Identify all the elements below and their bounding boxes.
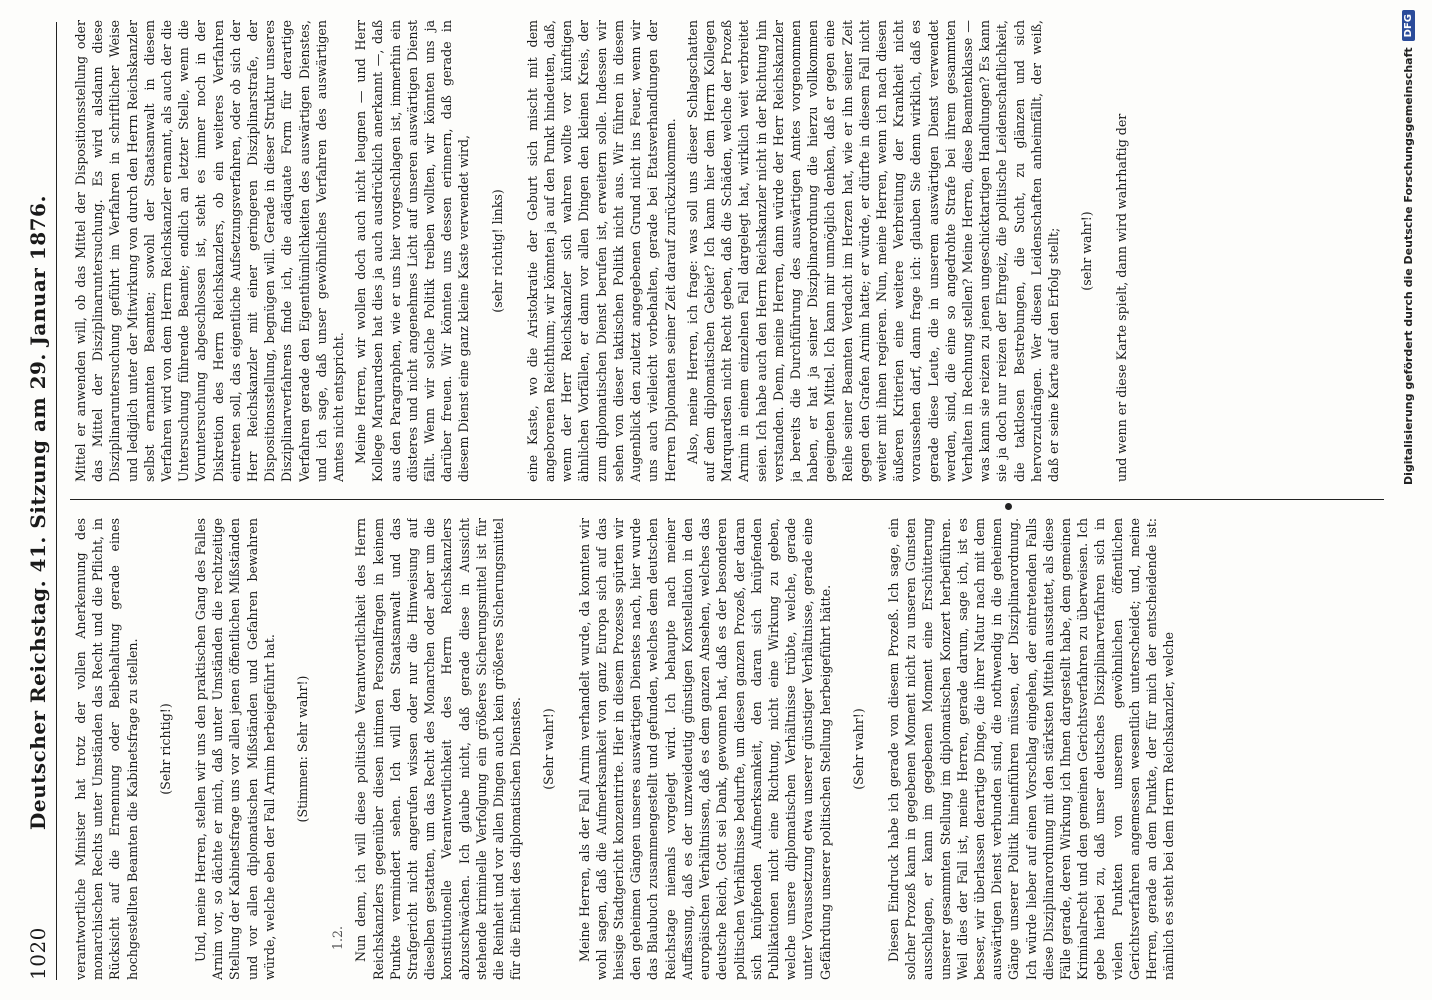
page-number: 1020 — [26, 927, 50, 980]
paragraph: und wenn er diese Karte spielt, dann wird wahrhaftig der — [1114, 113, 1130, 482]
credit-text: Digitalisierung gefördert durch die Deutsche Forschungsgemeinschaft — [1402, 47, 1415, 486]
paragraph: Diesen Eindruck habe ich gerade von diesem Prozeß. Ich sage, ein solcher Prozeß kann in gegebenen Moment nicht zu unseren Gunsten ausschlagen, er kann im gegebenen Moment eine Erschütterung unserer gesammten Stellung im diplomatischen Konzert herbeiführen. Weil dies der Fall ist, meine Herren, gerade darum, sage ich, ist es besser, wir überlassen derartige Dinge, die ihrer Natur nach mit dem auswärtigen Dienst verbunden sind, die nothwendig in die geheimen Gänge unserer Politik hineinführen müssen, der Disziplinarordnung. Ich würde lieber auf einen Vorschlag eingehen, der eintretenden Falls diese Disziplinarordnung mit den stärksten Mitteln ausstattet, als diese Fälle gerade, deren Wirkung ich Ihnen dargestellt habe, dem gemeinen Kriminalrecht und den gemeinen Gerichtsverfahren zu überweisen. Ich gebe hierbei zu, daß unser deutsches Disziplinarverfahren sich in vielen Punkten von unserem gewöhnlichen öffentlichen Gerichtsverfahren angemessen wesentlich unterscheidet; und, meine Herren, gerade an dem Punkte, der für mich der entscheidende ist: nämlich es steht bei dem Herrn Reichskanzler, welche — [885, 518, 1177, 980]
paragraph: verantwortliche Minister hat trotz der vollen Anerkennung des monarchischen Rechts unter Umständen das Recht und die Pflicht, in Rücksicht auf die Ernennung oder Beibehaltung gerade eines hochgestellten Beamten die Kabinetsfrage zu stellen. — [73, 518, 140, 980]
header-rule — [56, 22, 57, 980]
paragraph: Meine Herren, als der Fall Arnim verhandelt wurde, da konnten wir wohl sagen, daß die Aufmerksamkeit von ganz Europa sich auf das hiesige Stadtgericht konzentrirte. Hier in diesem Prozesse spürten wir den geheimen Gängen unseres auswärtigen Dienstes nach, hier wurde das Blaubuch zusammengestellt und gefunden, welches dem deutschen Reichstage niemals vorgelegt wird. Ich behaupte nach meiner Auffassung, daß es der unzweideutig günstigen Konstellation in den europäischen Verhältnissen, daß es dem ganzen Ansehen, welches das deutsche Reich, Gott sei Dank, gewonnen hat, daß es der besonderen politischen Verhältnisse bedurfte, um diesen ganzen Prozeß, der daran sich knüpfenden Aufmerksamkeit, den daran sich knüpfenden Publikationen nicht eine Richtung, nicht eine Wirkung zu geben, welche unsere diplomatischen Verhältnisse trübte, welche, gerade unter Voraussetzung etwa unserer günstiger Verhältnisse, gerade eine Gefährdung unserer politischen Stellung herbeigeführt hätte. — [576, 518, 833, 980]
dfg-logo: DFG — [1402, 10, 1415, 41]
remark: (Sehr wahr!) — [541, 708, 557, 790]
digitization-credit — [1402, 10, 1424, 620]
page-title: Deutscher Reichstag. 41. Sitzung am 29. Januar 1876. — [26, 195, 50, 830]
paragraph: eine Kaste, wo die Aristokratie der Geburt sich mischt mit dem angeborenen Reichthum; wir könnten ja auf den Punkt hindeuten, daß, wenn der Herr Reichskanzler sich wahren wollte vor künftigen ähnlichen Vorfällen, er dann vor allen Dingen den kleinen Kreis, der zum diplomatischen Dienst berufen ist, erweitern solle. Indessen wir sehen von dieser taktischen Politik nicht aus. Wir führen in diesem Augenblick den zuletzt angegebenen Grund nicht ins Feuer, wenn wir uns auch vielleicht vorbehalten, gerade bei Etatsverhandlungen der Herren Diplomaten seiner Zeit darauf zurückzukommen. — [524, 20, 678, 482]
remark: (Stimmen: Sehr wahr!) — [295, 675, 311, 823]
page-header — [10, 22, 62, 980]
column-divider — [70, 499, 1384, 500]
remark: (Sehr wahr!) — [850, 708, 866, 790]
remark: (sehr wahr!) — [1079, 211, 1095, 291]
paragraph: Mittel er anwenden will, ob das Mittel der Dispositionsstellung oder das Mittel der Disziplinaruntersuchung. Es wird alsdann diese Disziplinaruntersuchung geführt im Verfahren in schriftlicher Weise und lediglich unter der Mitwirkung von durch den Herrn Reichskanzler selbst ernannten Beamten; sowohl der Staatsanwalt in diesem Verfahren wird von dem Herrn Reichskanzler ernannt, als auch der die Untersuchung führende Beamte; endlich an letzter Stelle, wenn die Voruntersuchung abgeschlossen ist, steht es immer noch in der Diskretion des Herrn Reichskanzlers, ob ein weiteres Verfahren eintreten soll, das eigentliche Aufsetzungsverfahren, oder ob sich der Herr Reichskanzler mit einer geringeren Disziplinarstrafe, der Dispositionsstellung, begnügen will. Gerade in dieser Struktur unseres Disziplinarverfahrens finde ich, die adäquate Form für derartige Verfahren gerade den Eigenthümlichkeiten des auswärtigen Dienstes, und ich sage, daß unser gewöhnliches Verfahren des auswärtigen Amtes nicht entspricht. — [73, 20, 347, 482]
left-column — [72, 518, 1372, 980]
remark: (sehr richtig! links) — [489, 189, 505, 313]
ink-dot — [1005, 503, 1012, 510]
paragraph: Nun denn, ich will diese politische Verantwortlichkeit des Herrn Reichskanzlers gegenüber diesen intimen Personalfragen in keinem Punkte vermindert sehen. Ich will den Staatsanwalt und das Strafgericht nicht angerufen wissen oder nur die Hinweisung auf dieselben gestatten, um das Recht des Monarchen oder aber um die konstitutionelle Verantwortlichkeit des Herrn Reichskanzlers abzuschwächen. Ich glaube nicht, daß gerade diese in Aussicht stehende kriminelle Verfolgung ein größeres Sicherungsmittel ist für die Reinheit und vor allen Dingen auch kein größeres Sicherungsmittel für die Einheit des diplomatischen Dienstes. — [353, 518, 524, 980]
remark: (Sehr richtig!) — [157, 703, 173, 795]
paragraph: Und, meine Herren, stellen wir uns den praktischen Gang des Falles Arnim vor, so dächte er mich, daß unter Umständen die rechtzeitige Stellung der Kabinetsfrage uns vor allen jenen öffentlichen Mißständen und vor allen diplomatischen Mißständen und Gefahren bewahren würde, welche eben der Fall Arnim herbeigeführt hat. — [193, 518, 277, 980]
right-column — [72, 20, 1372, 482]
margin-mark: 1.2. — [330, 925, 346, 950]
paragraph: Also, meine Herren, ich frage: was soll uns dieser Schlagschatten auf dem diplomatischen Gebiet? Ich kann hier dem Herrn Kollegen Marquardsen nicht Recht geben, daß die Schäden, welche der Prozeß Arnim in einem einzelnen Fall dargelegt hat, wirklich weit verbreitet seien. Ich habe auch den Herrn Reichskanzler nicht in der Richtung hin verstanden. Denn, meine Herren, dann würde der Herr Reichskanzler ja bereits die Durchführung des auswärtigen Amtes vorgenommen haben, er hat ja seiner Disziplinarordnung die hierzu vollkommen geeigneten Mittel. Ich kann mir unmöglich denken, daß er gegen eine Reihe seiner Beamten Verdacht im Herzen hat, wie er ihn seiner Zeit gegen den Grafen Arnim hatte; er würde, er dürfte in diesem Fall nicht weiter mit ihnen regieren. Nun, meine Herren, wenn ich nach diesen äußeren Kriterien eine weitere Verbreitung der Krankheit nicht voraussehen darf, dann frage ich: glauben Sie denn wirklich, daß es gerade diese Leute, die in unserem auswärtigen Dienst verwendet werden, sind, die eine so angedrohte Strafe bei ihrem gesammten Verhalten in Rechnung stellen? Meine Herren, diese Beamtenklasse — was kann sie reizen zu jenen ungeschicktartigen Handlungen? Es kann sie ja doch nur reizen der Ehrgeiz, die politische Leidenschaftlichkeit, die taktlosen Bestrebungen, die Sucht, zu glänzen und sich hervorzudrängen. Wer diesen Leidenschaften anheimfällt, der weiß, daß er seine Karte auf den Erfolg stellt; — [684, 20, 1061, 482]
paragraph: Meine Herren, wir wollen doch auch nicht leugnen — und Herr Kollege Marquardsen hat dies ja auch ausdrücklich anerkannt —, daß aus den Paragraphen, wie er uns hier vorgeschlagen ist, immerhin ein düsteres und nicht angenehmes Licht auf unseren auswärtigen Dienst fällt. Wenn wir solche Politik treiben wollten, wir könnten uns ja darüber freuen. Wir könnten uns dessen erinnern, daß gerade in diesem Dienst eine ganz kleine Kaste verwendet wird, — [353, 20, 472, 482]
